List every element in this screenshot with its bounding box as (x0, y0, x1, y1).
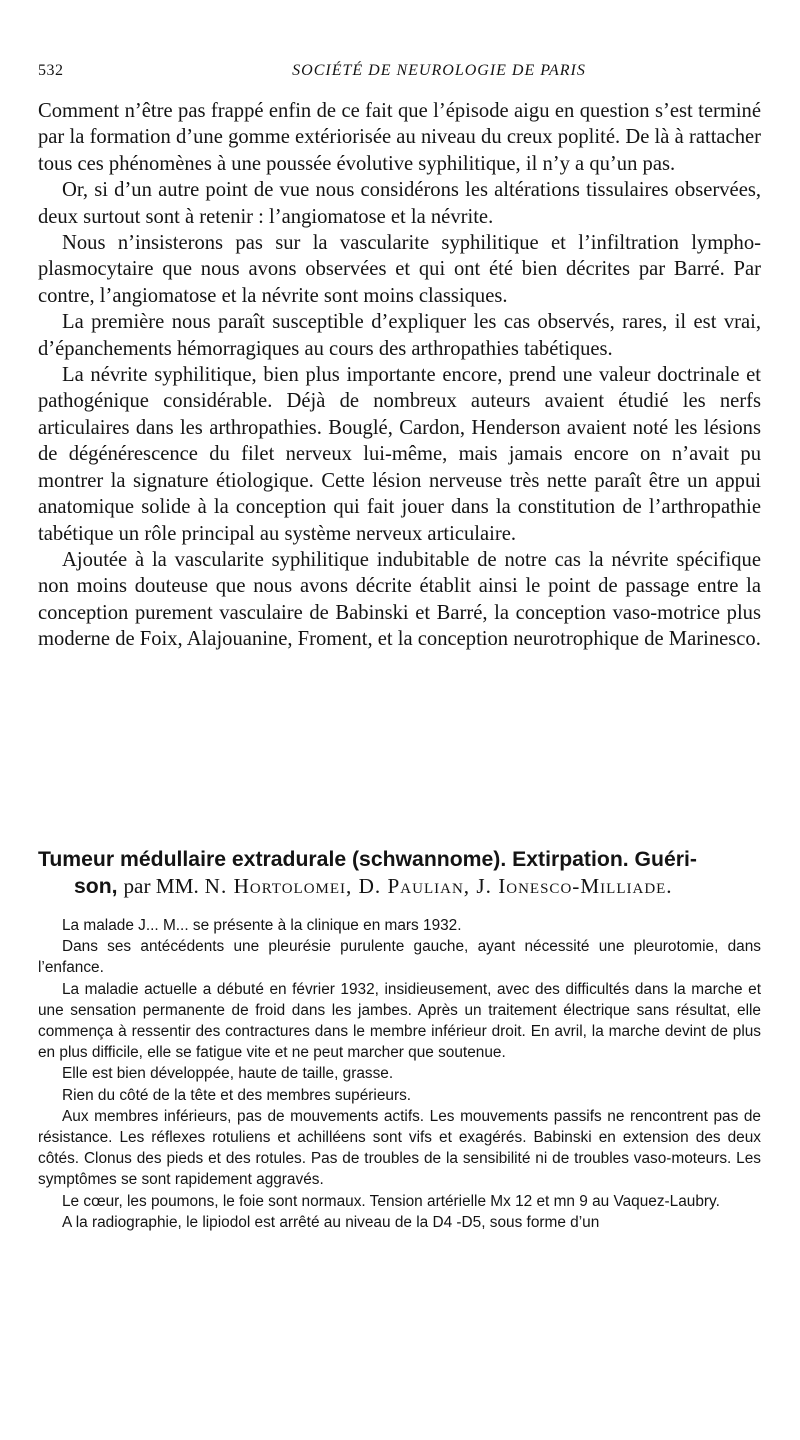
article-authors: N. Hortolomei, D. Paulian, J. Ionesco-Milliade. (204, 874, 673, 898)
case-paragraph: Dans ses antécédents une pleurésie purulente gauche, ayant nécessité une pleurotomie, dans l’enfance. (38, 938, 761, 977)
article-title-line-1: Tumeur médullaire extradurale (schwannome). Extirpation. Guéri- (38, 848, 697, 871)
body-paragraph: La première nous paraît susceptible d’expliquer les cas observés, rares, il est vrai, d’épanchements hémorragiques au cours des arthropathies tabétiques. (38, 311, 761, 360)
case-paragraph: La maladie actuelle a débuté en février 1932, insidieusement, avec des difficultés dans la marche et une sensation permanente de froid dans les jambes. Après un traitement électrique sans résultat, elle commença à ressentir des contractures dans le membre inférieur droit. En avril, la marche devint de plus en plus difficile, elle se fatigue vite et ne peut marcher que soutenue. (38, 980, 761, 1062)
case-paragraph: La malade J... M... se présente à la clinique en mars 1932. (62, 917, 462, 934)
body-paragraph: Nous n’insisterons pas sur la vascularite syphilitique et l’infiltration lympho-plasmocytaire que nous avons observées et qui ont été bien décrites par Barré. Par contre, l’angiomatose et la névrite sont moins classiques. (38, 232, 761, 307)
case-paragraph: Rien du côté de la tête et des membres supérieurs. (62, 1086, 412, 1104)
body-paragraph: Or, si d’un autre point de vue nous considérons les altérations tissulaires observées, deux surtout sont à retenir : l’angiomatose et la névrite. (38, 179, 761, 228)
page-number: 532 (38, 62, 64, 79)
article-title-block (38, 846, 761, 900)
journal-title: SOCIÉTÉ DE NEUROLOGIE DE PARIS (292, 62, 586, 79)
body-paragraph: Comment n’être pas frappé enfin de ce fait que l’épisode aigu en question s’est terminé par la formation d’une gomme extériorisée au niveau du creux poplité. De là à rattacher tous ces phénomènes à une poussée évolutive syphilitique, il n’y a qu’un pas. (38, 100, 761, 175)
case-paragraph: Le cœur, les poumons, le foie sont normaux. Tension artérielle Mx 12 et mn 9 au Vaquez-Laubry. (62, 1192, 720, 1210)
case-paragraph: A la radiographie, le lipiodol est arrêté au niveau de la D4 -D5, sous forme d’un (62, 1213, 600, 1231)
body-paragraph: La névrite syphilitique, bien plus importante encore, prend une valeur doctrinale et pathogénique considérable. Déjà de nombreux auteurs avaient étudié les nerfs articulaires dans les arthropathies. Bouglé, Cardon, Henderson avaient noté les lésions de dégénérescence du filet nerveux lui-même, mais jamais encore on n’avait pu montrer la signature étiologique. Cette lésion nerveuse très nette paraît être un appui anatomique solide à la conception qui fait jouer dans la constitution de l’arthropathie tabétique un rôle principal au système nerveux articulaire. (38, 364, 761, 545)
body-paragraph: Ajoutée à la vascularite syphilitique indubitable de notre cas la névrite spécifique non moins douteuse que nous avons décrite établit ainsi le point de passage entre la conception purement vasculaire de Babinski et Barré, la conception vaso-motrice plus moderne de Foix, Alajouanine, Froment, et la conception neurotrophique de Marinesco. (38, 548, 761, 651)
running-header (38, 62, 760, 86)
case-paragraph: Aux membres inférieurs, pas de mouvements actifs. Les mouvements passifs ne rencontrent pas de résistance. Les réflexes rotuliens et achilléens sont vifs et exagérés. Babinski en extension des deux côtés. Clonus des pieds et des rotules. Pas de troubles de la sensibilité ni de troubles vaso-moteurs. Les symptômes se sont rapidement aggravés. (38, 1107, 761, 1189)
article-title-line-2: son, (74, 875, 118, 898)
new-article (38, 846, 761, 1233)
previous-article-continuation (38, 98, 761, 653)
case-report-text (38, 915, 761, 1233)
authors-prefix: par MM. (123, 874, 199, 898)
case-paragraph: Elle est bien développée, haute de taille, grasse. (62, 1065, 394, 1083)
